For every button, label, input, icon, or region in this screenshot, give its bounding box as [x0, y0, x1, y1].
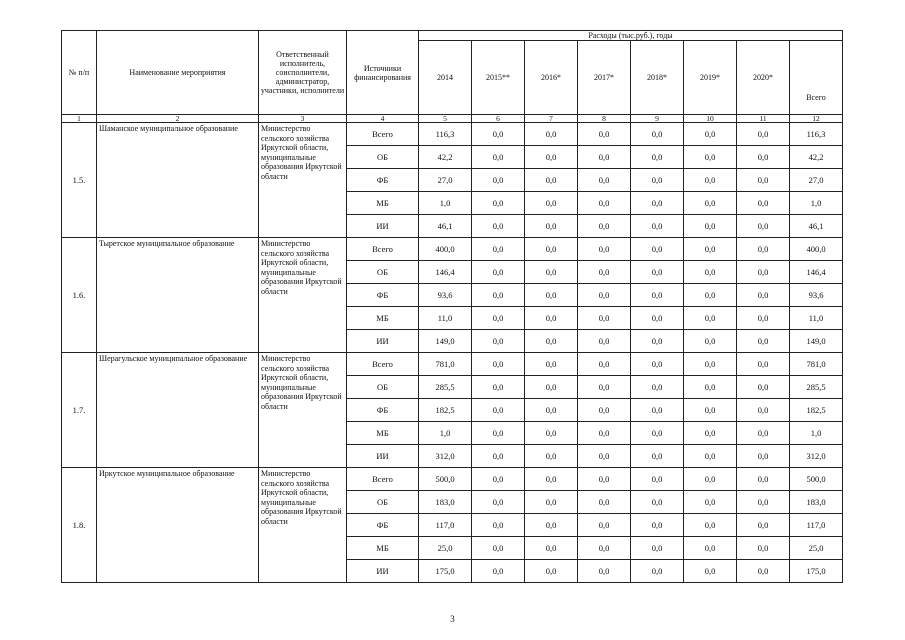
- page-number: 3: [450, 614, 455, 624]
- expense-value: 0,0: [631, 468, 684, 491]
- expense-value: 0,0: [578, 422, 631, 445]
- funding-source: ФБ: [347, 514, 419, 537]
- year-header: 2017*: [578, 41, 631, 115]
- row-index: 1.5.: [62, 123, 97, 238]
- expense-value: 0,0: [737, 146, 790, 169]
- expense-value: 0,0: [684, 514, 737, 537]
- event-name: Тыретское муниципальное образование: [97, 238, 259, 353]
- total-value: 400,0: [790, 238, 843, 261]
- expense-value: 0,0: [472, 146, 525, 169]
- total-value: 285,5: [790, 376, 843, 399]
- expense-value: 1,0: [419, 192, 472, 215]
- expense-value: 11,0: [419, 307, 472, 330]
- expense-value: 0,0: [578, 330, 631, 353]
- header-row-top: [62, 31, 843, 41]
- responsible-executor: Министерство сельского хозяйства Иркутской области, муниципальные образования Иркутской области: [259, 123, 347, 238]
- expense-value: 0,0: [684, 192, 737, 215]
- column-number: 2: [97, 115, 259, 123]
- expense-value: 0,0: [578, 215, 631, 238]
- expense-value: 0,0: [631, 537, 684, 560]
- expense-value: 312,0: [419, 445, 472, 468]
- expense-value: 0,0: [737, 330, 790, 353]
- expense-value: 0,0: [525, 169, 578, 192]
- expense-value: 0,0: [684, 537, 737, 560]
- expense-value: 0,0: [684, 399, 737, 422]
- expense-value: 0,0: [578, 491, 631, 514]
- expense-value: 0,0: [684, 491, 737, 514]
- expense-value: 0,0: [684, 445, 737, 468]
- expense-value: 182,5: [419, 399, 472, 422]
- expense-value: 0,0: [472, 399, 525, 422]
- expense-value: 0,0: [684, 330, 737, 353]
- expense-value: 500,0: [419, 468, 472, 491]
- expense-value: 0,0: [684, 146, 737, 169]
- expense-value: 0,0: [684, 123, 737, 146]
- column-number: 1: [62, 115, 97, 123]
- expense-value: 0,0: [525, 514, 578, 537]
- total-value: 11,0: [790, 307, 843, 330]
- expense-value: 0,0: [631, 238, 684, 261]
- expense-value: 0,0: [472, 422, 525, 445]
- expense-value: 0,0: [472, 215, 525, 238]
- total-value: 42,2: [790, 146, 843, 169]
- funding-source: ИИ: [347, 560, 419, 583]
- total-value: 25,0: [790, 537, 843, 560]
- total-value: 1,0: [790, 422, 843, 445]
- table-row: [62, 353, 843, 376]
- expense-value: 0,0: [631, 123, 684, 146]
- total-value: 175,0: [790, 560, 843, 583]
- expense-value: 0,0: [525, 261, 578, 284]
- expense-value: 0,0: [525, 376, 578, 399]
- total-value: 183,0: [790, 491, 843, 514]
- total-value: 781,0: [790, 353, 843, 376]
- expense-value: 0,0: [684, 238, 737, 261]
- funding-source: ФБ: [347, 399, 419, 422]
- responsible-executor: Министерство сельского хозяйства Иркутской области, муниципальные образования Иркутской области: [259, 353, 347, 468]
- expense-value: 0,0: [578, 192, 631, 215]
- expense-value: 0,0: [631, 330, 684, 353]
- expense-value: 0,0: [737, 215, 790, 238]
- expense-value: 0,0: [472, 192, 525, 215]
- expense-value: 0,0: [525, 353, 578, 376]
- funding-source: ОБ: [347, 146, 419, 169]
- expense-value: 0,0: [578, 307, 631, 330]
- funding-source: ИИ: [347, 445, 419, 468]
- expense-value: 0,0: [737, 399, 790, 422]
- expense-value: 0,0: [472, 284, 525, 307]
- expense-value: 0,0: [472, 307, 525, 330]
- column-number: 6: [472, 115, 525, 123]
- year-header: 2016*: [525, 41, 578, 115]
- expense-value: 0,0: [578, 238, 631, 261]
- column-number: 8: [578, 115, 631, 123]
- expense-value: 0,0: [737, 376, 790, 399]
- expense-value: 42,2: [419, 146, 472, 169]
- funding-source: ОБ: [347, 376, 419, 399]
- funding-source: Всего: [347, 238, 419, 261]
- expense-value: 0,0: [525, 468, 578, 491]
- expense-value: 1,0: [419, 422, 472, 445]
- expense-value: 0,0: [631, 376, 684, 399]
- expense-value: 0,0: [684, 307, 737, 330]
- row-index: 1.7.: [62, 353, 97, 468]
- expense-value: 0,0: [737, 353, 790, 376]
- expense-value: 0,0: [525, 445, 578, 468]
- year-header: 2020*: [737, 41, 790, 115]
- expense-value: 46,1: [419, 215, 472, 238]
- expense-value: 0,0: [472, 560, 525, 583]
- funding-source: ОБ: [347, 491, 419, 514]
- funding-source: Всего: [347, 353, 419, 376]
- expense-value: 0,0: [472, 330, 525, 353]
- funding-source: МБ: [347, 537, 419, 560]
- expenses-title: Расходы (тыс.руб.), годы: [419, 31, 843, 41]
- expense-value: 0,0: [684, 560, 737, 583]
- expense-value: 0,0: [684, 215, 737, 238]
- table-row: [62, 468, 843, 491]
- responsible-executor: Министерство сельского хозяйства Иркутской области, муниципальные образования Иркутской области: [259, 238, 347, 353]
- funding-source: ФБ: [347, 284, 419, 307]
- expense-value: 27,0: [419, 169, 472, 192]
- expense-value: 0,0: [578, 261, 631, 284]
- expense-value: 0,0: [631, 192, 684, 215]
- column-number: 10: [684, 115, 737, 123]
- expense-value: 0,0: [472, 353, 525, 376]
- total-value: 149,0: [790, 330, 843, 353]
- expense-value: 0,0: [525, 537, 578, 560]
- expense-value: 0,0: [472, 537, 525, 560]
- expense-value: 0,0: [737, 284, 790, 307]
- funding-source: Всего: [347, 468, 419, 491]
- expense-value: 0,0: [631, 261, 684, 284]
- total-value: 46,1: [790, 215, 843, 238]
- expense-value: 0,0: [525, 399, 578, 422]
- expense-value: 0,0: [684, 353, 737, 376]
- column-number: 3: [259, 115, 347, 123]
- expense-value: 0,0: [684, 261, 737, 284]
- event-name: Шаманское муниципальное образование: [97, 123, 259, 238]
- expense-value: 0,0: [631, 215, 684, 238]
- funding-source: ИИ: [347, 330, 419, 353]
- column-number: 9: [631, 115, 684, 123]
- expense-value: 116,3: [419, 123, 472, 146]
- responsible-executor: Министерство сельского хозяйства Иркутской области, муниципальные образования Иркутской области: [259, 468, 347, 583]
- expense-value: 0,0: [578, 284, 631, 307]
- expense-value: 0,0: [631, 307, 684, 330]
- expense-value: 285,5: [419, 376, 472, 399]
- expenses-table: [61, 30, 843, 583]
- expense-value: 0,0: [472, 468, 525, 491]
- expense-value: 0,0: [631, 560, 684, 583]
- total-value: 182,5: [790, 399, 843, 422]
- expense-value: 0,0: [737, 422, 790, 445]
- expense-value: 0,0: [631, 491, 684, 514]
- total-value: 116,3: [790, 123, 843, 146]
- column-number: 4: [347, 115, 419, 123]
- expense-value: 0,0: [631, 399, 684, 422]
- expense-value: 0,0: [525, 238, 578, 261]
- funding-source: Всего: [347, 123, 419, 146]
- expense-value: 0,0: [737, 307, 790, 330]
- expense-value: 0,0: [631, 169, 684, 192]
- year-header: 2014: [419, 41, 472, 115]
- col-name-header: Наименование мероприятия: [97, 31, 259, 115]
- expense-value: 0,0: [631, 146, 684, 169]
- column-number: 11: [737, 115, 790, 123]
- expense-value: 0,0: [525, 123, 578, 146]
- funding-source: ФБ: [347, 169, 419, 192]
- expense-value: 0,0: [525, 192, 578, 215]
- expense-value: 781,0: [419, 353, 472, 376]
- expense-value: 183,0: [419, 491, 472, 514]
- expense-value: 0,0: [737, 537, 790, 560]
- expense-value: 0,0: [684, 284, 737, 307]
- event-name: Иркутское муниципальное образование: [97, 468, 259, 583]
- expense-value: 0,0: [525, 215, 578, 238]
- expense-value: 0,0: [472, 445, 525, 468]
- total-value: 500,0: [790, 468, 843, 491]
- expense-value: 0,0: [578, 537, 631, 560]
- expense-value: 400,0: [419, 238, 472, 261]
- document-sheet: [61, 30, 842, 583]
- expense-value: 0,0: [631, 422, 684, 445]
- col-num-header: № п/п: [62, 31, 97, 115]
- expense-value: 0,0: [525, 284, 578, 307]
- expense-value: 0,0: [737, 491, 790, 514]
- expense-value: 0,0: [578, 468, 631, 491]
- expense-value: 25,0: [419, 537, 472, 560]
- total-value: 27,0: [790, 169, 843, 192]
- expense-value: 0,0: [525, 330, 578, 353]
- expense-value: 0,0: [525, 146, 578, 169]
- expense-value: 0,0: [737, 123, 790, 146]
- year-header: 2018*: [631, 41, 684, 115]
- expense-value: 0,0: [578, 146, 631, 169]
- expense-value: 0,0: [472, 123, 525, 146]
- expense-value: 0,0: [737, 261, 790, 284]
- funding-source: МБ: [347, 422, 419, 445]
- expense-value: 117,0: [419, 514, 472, 537]
- expense-value: 146,4: [419, 261, 472, 284]
- expense-value: 0,0: [472, 376, 525, 399]
- expense-value: 0,0: [472, 514, 525, 537]
- expense-value: 0,0: [472, 169, 525, 192]
- expense-value: 0,0: [578, 353, 631, 376]
- expense-value: 0,0: [578, 169, 631, 192]
- expense-value: 0,0: [737, 560, 790, 583]
- expense-value: 0,0: [578, 514, 631, 537]
- expense-value: 0,0: [578, 123, 631, 146]
- expense-value: 0,0: [737, 169, 790, 192]
- funding-source: МБ: [347, 307, 419, 330]
- expense-value: 0,0: [631, 445, 684, 468]
- event-name: Шерагульское муниципальное образование: [97, 353, 259, 468]
- expense-value: 0,0: [631, 353, 684, 376]
- table-row: [62, 238, 843, 261]
- table-row: [62, 123, 843, 146]
- year-header: 2019*: [684, 41, 737, 115]
- expense-value: 0,0: [472, 238, 525, 261]
- expense-value: 149,0: [419, 330, 472, 353]
- expense-value: 0,0: [684, 422, 737, 445]
- expense-value: 93,6: [419, 284, 472, 307]
- expense-value: 0,0: [684, 468, 737, 491]
- row-index: 1.8.: [62, 468, 97, 583]
- expense-value: 0,0: [684, 376, 737, 399]
- funding-source: ОБ: [347, 261, 419, 284]
- expense-value: 0,0: [631, 284, 684, 307]
- expense-value: 0,0: [472, 261, 525, 284]
- expense-value: 0,0: [737, 238, 790, 261]
- expense-value: 0,0: [578, 560, 631, 583]
- expense-value: 0,0: [737, 445, 790, 468]
- col-resp-header: Ответственный исполнитель, соисполнители, администратор, участники, исполнители: [259, 31, 347, 115]
- expense-value: 0,0: [525, 307, 578, 330]
- total-value: 1,0: [790, 192, 843, 215]
- expense-value: 0,0: [737, 468, 790, 491]
- expense-value: 0,0: [578, 376, 631, 399]
- column-number: 7: [525, 115, 578, 123]
- expense-value: 0,0: [737, 514, 790, 537]
- expense-value: 0,0: [525, 491, 578, 514]
- column-number: 5: [419, 115, 472, 123]
- total-value: 146,4: [790, 261, 843, 284]
- expense-value: 0,0: [578, 445, 631, 468]
- column-numbers-row: [62, 115, 843, 123]
- year-header: 2015**: [472, 41, 525, 115]
- expense-value: 0,0: [684, 169, 737, 192]
- expense-value: 0,0: [631, 514, 684, 537]
- total-value: 312,0: [790, 445, 843, 468]
- funding-source: ИИ: [347, 215, 419, 238]
- expense-value: 0,0: [737, 192, 790, 215]
- total-value: 117,0: [790, 514, 843, 537]
- row-index: 1.6.: [62, 238, 97, 353]
- expense-value: 0,0: [525, 560, 578, 583]
- funding-source: МБ: [347, 192, 419, 215]
- total-header: Всего: [790, 41, 843, 115]
- column-number: 12: [790, 115, 843, 123]
- total-value: 93,6: [790, 284, 843, 307]
- expense-value: 0,0: [525, 422, 578, 445]
- expense-value: 0,0: [578, 399, 631, 422]
- expense-value: 0,0: [472, 491, 525, 514]
- col-src-header: Источники финансирования: [347, 31, 419, 115]
- expense-value: 175,0: [419, 560, 472, 583]
